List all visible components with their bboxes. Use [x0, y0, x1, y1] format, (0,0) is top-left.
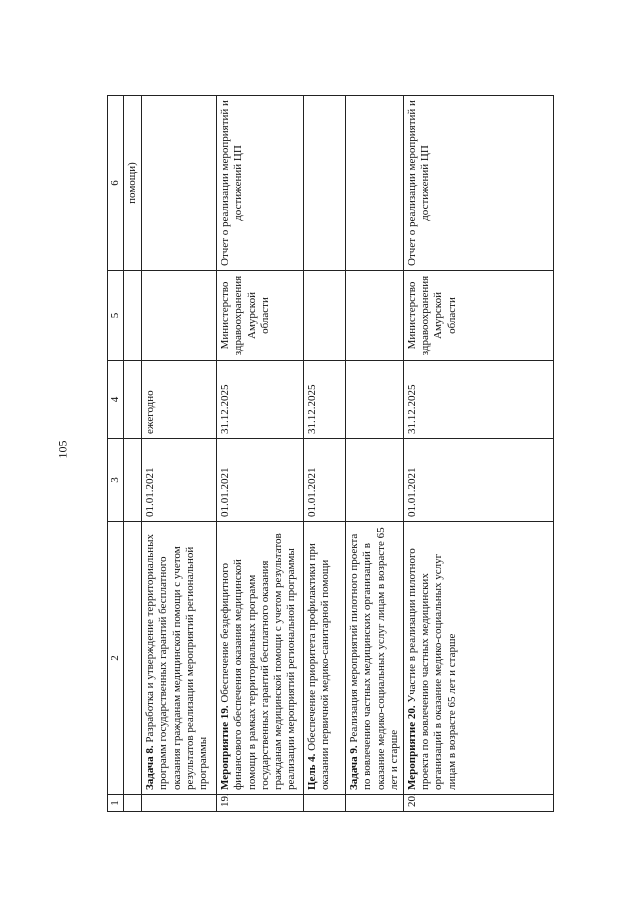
carry-num — [124, 795, 142, 812]
row-start-date — [346, 439, 404, 522]
row-number — [346, 795, 404, 812]
row-description: Обеспечение бездефицитного финансового обеспечения оказания медицинской помощи в рамках территориальных программ государственных гарантий бесплатного оказания гражданам медицинской помощи с учетом результатов реализации мероприятий региональной программы — [219, 533, 298, 790]
row-number — [142, 795, 217, 812]
row-end-date: ежегодно — [142, 361, 217, 439]
row-number — [304, 795, 346, 812]
header-col-6: 6 — [108, 96, 124, 271]
row-responsible: Министерство здравоохранения Амурской области — [403, 271, 553, 361]
header-col-4: 4 — [108, 361, 124, 439]
row-end-date: 31.12.2025 — [304, 361, 346, 439]
row-text — [346, 522, 404, 795]
carry-text — [124, 522, 142, 795]
row-text — [142, 522, 217, 795]
header-col-5: 5 — [108, 271, 124, 361]
row-description: Реализация мероприятий пилотного проекта по вовлечению частных медицинских организаций в оказание медико-социальных услуг лицам в возрасте 65 лет и старше — [348, 527, 400, 790]
row-description: Обеспечение приоритета профилактики при оказании первичной медико-санитарной помощи — [306, 543, 332, 790]
row-start-date: 01.01.2021 — [403, 439, 553, 522]
table-row — [403, 96, 553, 812]
row-label: Мероприятие 20. — [405, 705, 418, 790]
row-responsible: Министерство здравоохранения Амурской области — [217, 271, 304, 361]
carry-start — [124, 439, 142, 522]
row-start-date: 01.01.2021 — [304, 439, 346, 522]
carry-end — [124, 361, 142, 439]
table-row — [217, 96, 304, 812]
row-text — [403, 522, 553, 795]
rotated-table-container — [107, 95, 523, 812]
row-label: Цель 4. — [306, 753, 319, 790]
row-result — [304, 96, 346, 271]
row-responsible — [346, 271, 404, 361]
table-row — [304, 96, 346, 812]
row-end-date — [346, 361, 404, 439]
carry-responsible — [124, 271, 142, 361]
row-end-date: 31.12.2025 — [217, 361, 304, 439]
row-result: Отчет о реализации мероприятий и достижений ЦП — [403, 96, 553, 271]
row-start-date: 01.01.2021 — [142, 439, 217, 522]
table-row — [346, 96, 404, 812]
row-label: Задача 9. — [348, 745, 361, 790]
row-description: Участие в реализации пилотного проекта по вовлечению частных медицинских организаций в оказание медико-социальных услуг лицам в возрасте 65 лет и старше — [405, 548, 458, 790]
row-text — [304, 522, 346, 795]
row-label: Задача 8. — [144, 745, 157, 790]
row-result: Отчет о реализации мероприятий и достижений ЦП — [217, 96, 304, 271]
table-row — [142, 96, 217, 812]
carry-over-row — [124, 96, 142, 812]
header-col-1: 1 — [108, 795, 124, 812]
carry-result: помощи) — [124, 96, 142, 271]
header-col-3: 3 — [108, 439, 124, 522]
row-responsible — [142, 271, 217, 361]
row-description: Разработка и утверждение территориальных программ государственных гарантий бесплатного оказания гражданам медицинской помощи с учетом результатов реализации мероприятий региональной программы — [144, 533, 209, 790]
row-text — [217, 522, 304, 795]
row-number: 19. — [217, 795, 304, 812]
row-responsible — [304, 271, 346, 361]
row-result — [346, 96, 404, 271]
row-number: 20. — [403, 795, 553, 812]
activities-table — [107, 95, 554, 812]
page-number: 105 — [55, 440, 70, 459]
row-label: Мероприятие 19. — [219, 705, 232, 790]
header-col-2: 2 — [108, 522, 124, 795]
header-row — [108, 96, 124, 812]
row-result — [142, 96, 217, 271]
row-end-date: 31.12.2025 — [403, 361, 553, 439]
row-start-date: 01.01.2021 — [217, 439, 304, 522]
